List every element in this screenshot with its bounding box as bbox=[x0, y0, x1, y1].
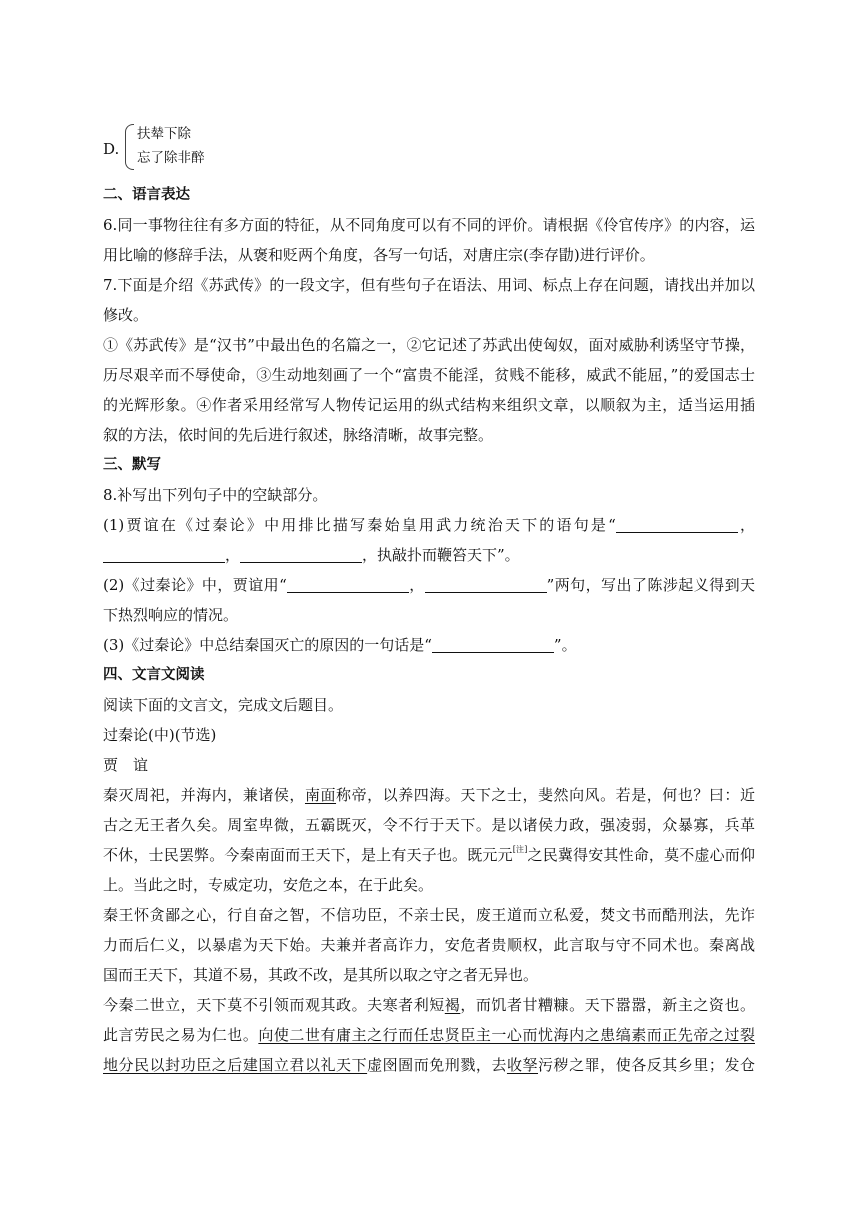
answer-blank[interactable] bbox=[287, 574, 409, 593]
document-page bbox=[103, 120, 755, 1080]
underlined-sentence: 向使二世有庸主之行而任忠贤臣主一心而忧海内之患缟素而正先帝之过裂 bbox=[258, 1026, 755, 1044]
section-3-title: 三、默写 bbox=[103, 457, 161, 473]
brace-icon bbox=[125, 124, 134, 170]
para-text: 今秦二世立，天下莫不引领而观其政。夫寒者利短 bbox=[103, 996, 445, 1014]
q8-item-2-line-2: 下热烈响应的情况。 bbox=[103, 606, 239, 624]
answer-blank[interactable] bbox=[425, 574, 547, 593]
q7-line-2: 修改。 bbox=[103, 306, 149, 324]
para-3-line-2 bbox=[103, 1020, 755, 1050]
para-1-line-3 bbox=[103, 840, 755, 870]
footnote-marker: [注] bbox=[512, 845, 528, 854]
option-d-line1: 扶辇下除 bbox=[137, 126, 191, 142]
option-d-line2: 忘了除非醉 bbox=[137, 150, 205, 166]
option-d bbox=[103, 120, 755, 180]
underlined-word: 褐 bbox=[444, 996, 461, 1014]
para-text: ，而饥者甘糟糠。天下嚣嚣，新主之资也。 bbox=[460, 996, 755, 1014]
answer-blank[interactable] bbox=[103, 544, 225, 563]
para-2-line-3: 国而王天下，其道不易，其政不改，是其所以取之守之者无异也。 bbox=[103, 966, 539, 984]
para-text: 不休，士民罢弊。今秦南面而王天下，是上有天子也。既元元 bbox=[103, 846, 513, 864]
q8-item-3-end: ”。 bbox=[553, 636, 577, 654]
q7-passage-line-3: 的光辉形象。④作者采用经常写人物传记运用的纵式结构来组织文章，以顺叙为主，适当运用插 bbox=[103, 396, 755, 414]
section-2-title: 二、语言表达 bbox=[103, 187, 190, 203]
para-text: 此言劳民之易为仁也。 bbox=[103, 1026, 259, 1044]
q7-passage-line-4: 叙的方法，依时间的先后进行叙述，脉络清晰，故事完整。 bbox=[103, 426, 494, 444]
q8-item-2-line-1 bbox=[103, 570, 755, 600]
answer-blank[interactable] bbox=[616, 514, 738, 533]
q8-item-2-comma: ， bbox=[408, 576, 425, 594]
q7-passage-line-2: 历尽艰辛而不辱使命，③生动地刻画了一个“富贵不能淫，贫贱不能移，威武不能屈，”的爱国志士 bbox=[103, 366, 755, 384]
q8-item-3-text: (3)《过秦论》中总结秦国灭亡的原因的一句话是“ bbox=[103, 636, 432, 654]
q7-line-1: 7.下面是介绍《苏武传》的一段文字，但有些句子在语法、用词、标点上存在问题，请找出并加以 bbox=[103, 276, 755, 294]
para-1-line-1 bbox=[103, 780, 755, 810]
answer-blank[interactable] bbox=[240, 544, 362, 563]
para-text: 虚囹圄而免刑戮，去 bbox=[367, 1056, 507, 1074]
q8-item-1-line-1 bbox=[103, 510, 755, 540]
para-3-line-1 bbox=[103, 990, 755, 1020]
option-d-lines bbox=[137, 122, 205, 170]
q8-item-1-comma2: ， bbox=[225, 546, 241, 564]
q7-passage-line-1: ①《苏武传》是“汉书”中最出色的名篇之一，②它记述了苏武出使匈奴，面对威胁利诱坚守节操， bbox=[103, 336, 755, 354]
q6-line-2: 用比喻的修辞手法，从褒和贬两个角度，各写一句话，对唐庄宗(李存勖)进行评价。 bbox=[103, 246, 655, 264]
para-text: 之民冀得安其性命，莫不虚心而仰 bbox=[527, 846, 755, 864]
option-d-label: D. bbox=[103, 140, 120, 158]
q8-item-3 bbox=[103, 630, 755, 660]
reading-intro: 阅读下面的文言文，完成文后题目。 bbox=[103, 696, 344, 714]
q8-item-2-tail: ”两句，写出了陈涉起义得到天 bbox=[546, 576, 755, 594]
q8-item-1-comma: ， bbox=[737, 516, 755, 534]
q8-item-1-end: ，执敲扑而鞭笞天下”。 bbox=[362, 546, 520, 564]
underlined-sentence: 地分民以封功臣之后建国立君以礼天下 bbox=[103, 1056, 368, 1074]
section-4-title: 四、文言文阅读 bbox=[103, 667, 205, 683]
para-text: 称帝，以养四海。天下之士，斐然向风。若是，何也？曰：近 bbox=[336, 786, 755, 804]
text-title: 过秦论(中)(节选) bbox=[103, 726, 217, 744]
para-text: 污秽之罪，使各反其乡里；发仓 bbox=[538, 1056, 755, 1074]
underlined-word: 南面 bbox=[304, 786, 337, 804]
para-1-line-4: 上。当此之时，专威定功，安危之本，在于此矣。 bbox=[103, 876, 434, 894]
para-text: 秦灭周祀，并海内，兼诸侯， bbox=[103, 786, 305, 804]
underlined-word: 收孥 bbox=[506, 1056, 539, 1074]
q8-item-1-text: (1)贾谊在《过秦论》中用排比描写秦始皇用武力统治天下的语句是“ bbox=[103, 516, 616, 534]
para-2-line-1: 秦王怀贪鄙之心，行自奋之智，不信功臣，不亲士民，废王道而立私爱，焚文书而酷刑法，先诈 bbox=[103, 906, 755, 924]
q6-line-1: 6.同一事物往往有多方面的特征，从不同角度可以有不同的评价。请根据《伶官传序》的内容，运 bbox=[103, 216, 755, 234]
answer-blank[interactable] bbox=[432, 634, 554, 653]
para-1-line-2: 古之无王者久矣。周室卑微，五霸既灭，令不行于天下。是以诸侯力政，强凌弱，众暴寡，兵革 bbox=[103, 816, 755, 834]
q8-item-1-line-2 bbox=[103, 540, 755, 570]
para-3-line-3 bbox=[103, 1050, 755, 1080]
q8-prompt: 8.补写出下列句子中的空缺部分。 bbox=[103, 486, 328, 504]
text-author: 贾 谊 bbox=[103, 756, 149, 774]
para-2-line-2: 力而后仁义，以暴虐为天下始。夫兼并者高诈力，安危者贵顺权，此言取与守不同术也。秦离战 bbox=[103, 936, 755, 954]
q8-item-2-text: (2)《过秦论》中，贾谊用“ bbox=[103, 576, 287, 594]
